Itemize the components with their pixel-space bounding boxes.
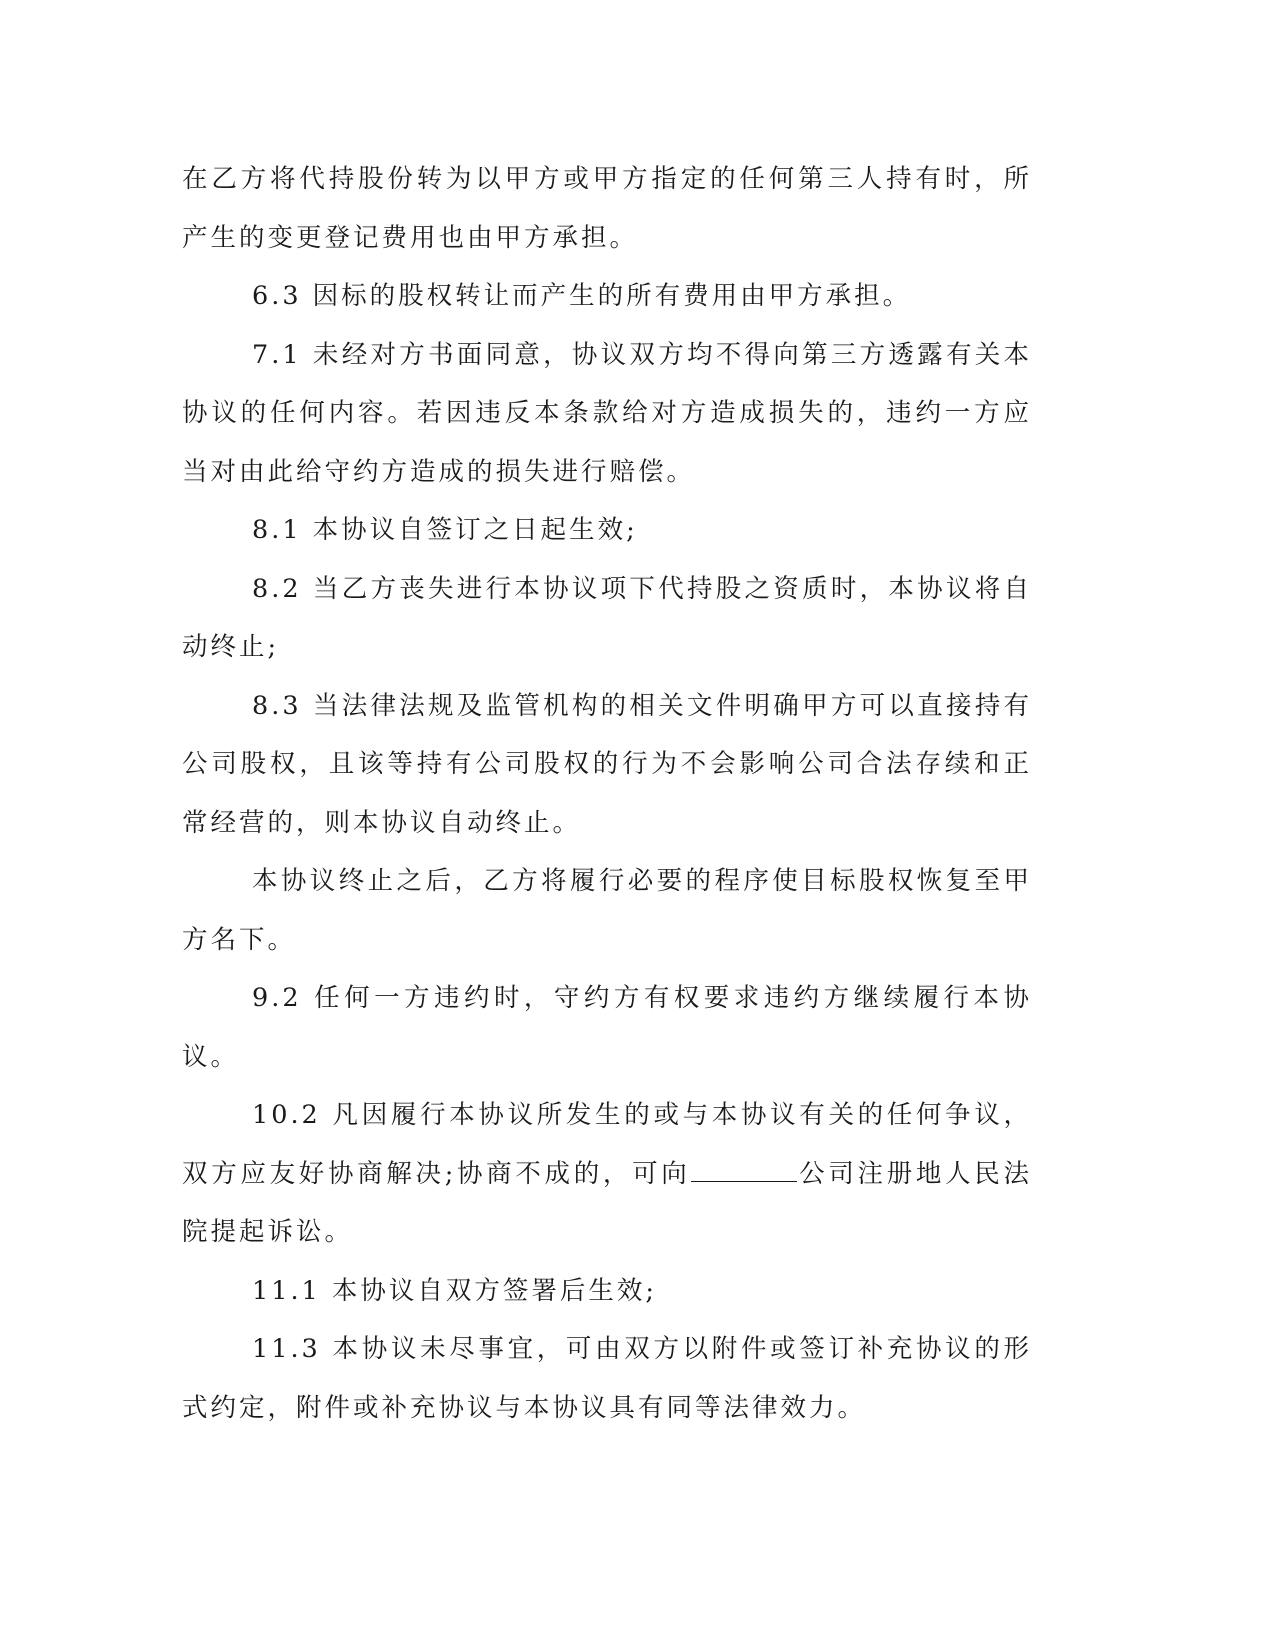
clause-7-1: 7.1 未经对方书面同意，协议双方均不得向第三方透露有关本协议的任何内容。若因违反本条款给对方造成损失的，违约一方应当对由此给守约方造成的损失进行赔偿。 [182, 339, 1032, 487]
paragraph-termination-effect: 本协议终止之后，乙方将履行必要的程序使目标股权恢复至甲方名下。 [182, 866, 1032, 955]
clause-9-2: 9.2 任何一方违约时，守约方有权要求违约方继续履行本协议。 [182, 983, 1032, 1072]
clause-8-2: 8.2 当乙方丧失进行本协议项下代持股之资质时，本协议将自动终止; [182, 573, 1032, 662]
clause-11-3: 11.3 本协议未尽事宜，可由双方以附件或签订补充协议的形式约定，附件或补充协议与本协议具有同等法律效力。 [182, 1334, 1032, 1423]
clause-10-2 [182, 1086, 1032, 1262]
clause-10-2-part-2: 公司注册地人民法院提起诉讼。 [182, 1158, 1032, 1247]
clause-8-1: 8.1 本协议自签订之日起生效; [252, 515, 638, 545]
court-blank-line [691, 1159, 797, 1182]
clause-11-1: 11.1 本协议自双方签署后生效; [252, 1275, 657, 1306]
paragraph-fee-burden: 在乙方将代持股份转为以甲方或甲方指定的任何第三人持有时，所产生的变更登记费用也由甲方承担。 [182, 164, 1032, 253]
clause-10-2-part-1: 10.2 凡因履行本协议所发生的或与本协议有关的任何争议，双方应友好协商解决;协商不成的，可向 [182, 1100, 1032, 1189]
document-page [182, 150, 1032, 1437]
clause-6-3: 6.3 因标的股权转让而产生的所有费用由甲方承担。 [252, 281, 912, 311]
clause-8-3: 8.3 当法律法规及监管机构的相关文件明确甲方可以直接持有公司股权，且该等持有公司股权的行为不会影响公司合法存续和正常经营的，则本协议自动终止。 [182, 690, 1032, 838]
